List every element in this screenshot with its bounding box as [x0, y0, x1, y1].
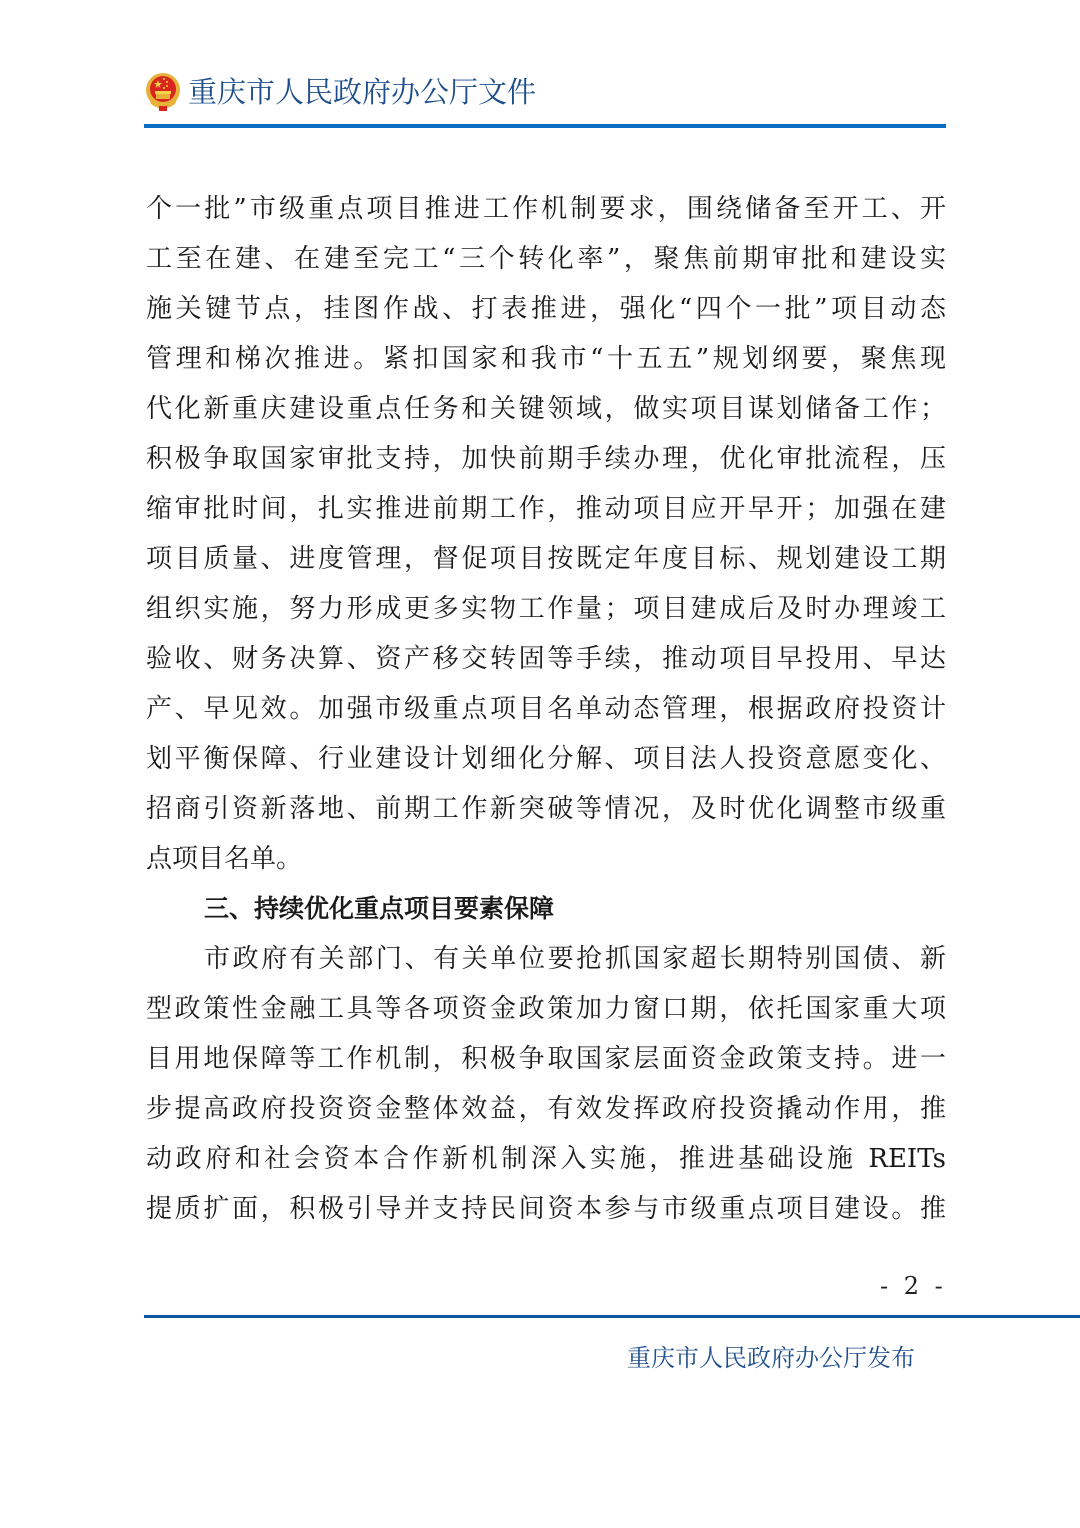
body-line: 施关键节点，挂图作战、打表推进，强化“四个一批”项目动态 — [146, 294, 946, 324]
header-divider — [144, 124, 946, 128]
section-paragraph-line: 型政策性金融工具等各项资金政策加力窗口期，依托国家重大项 — [146, 994, 946, 1024]
body-line: 招商引资新落地、前期工作新突破等情况，及时优化调整市级重 — [146, 794, 946, 824]
body-line: 个一批”市级重点项目推进工作机制要求，围绕储备至开工、开 — [146, 194, 946, 224]
page-number: - 2 - — [880, 1272, 947, 1300]
section-heading: 三、持续优化重点项目要素保障 — [204, 894, 555, 923]
section-paragraph-line: 目用地保障等工作机制，积极争取国家层面资金政策支持。进一 — [146, 1044, 946, 1074]
section-paragraph-line: 提质扩面，积极引导并支持民间资本参与市级重点项目建设。推 — [146, 1194, 946, 1224]
body-line: 代化新重庆建设重点任务和关键领域，做实项目谋划储备工作； — [146, 394, 946, 424]
body-line: 缩审批时间，扎实推进前期工作，推动项目应开早开；加强在建 — [146, 494, 946, 524]
body-line: 划平衡保障、行业建设计划细化分解、项目法人投资意愿变化、 — [146, 744, 946, 774]
body-line: 项目质量、进度管理，督促项目按既定年度目标、规划建设工期 — [146, 544, 946, 574]
body-line: 工至在建、在建至完工“三个转化率”，聚焦前期审批和建设实 — [146, 244, 946, 274]
section-paragraph-line: 步提高政府投资资金整体效益，有效发挥政府投资撬动作用，推 — [146, 1094, 946, 1124]
document-body — [146, 184, 946, 1234]
footer-publisher: 重庆市人民政府办公厅发布 — [627, 1344, 915, 1372]
body-line: 点项目名单。 — [146, 844, 303, 874]
body-line: 组织实施，努力形成更多实物工作量；项目建成后及时办理竣工 — [146, 594, 946, 624]
body-line: 积极争取国家审批支持，加快前期手续办理，优化审批流程，压 — [146, 444, 946, 474]
document-header — [144, 66, 536, 118]
body-line: 产、早见效。加强市级重点项目名单动态管理，根据政府投资计 — [146, 694, 946, 724]
body-line: 管理和梯次推进。紧扣国家和我市“十五五”规划纲要，聚焦现 — [146, 344, 946, 374]
section-paragraph-line: 动政府和社会资本合作新机制深入实施，推进基础设施 REITs — [146, 1144, 946, 1174]
body-line: 验收、财务决算、资产移交转固等手续，推动项目早投用、早达 — [146, 644, 946, 674]
section-paragraph-line: 市政府有关部门、有关单位要抢抓国家超长期特别国债、新 — [204, 944, 946, 974]
national-emblem-icon — [144, 71, 182, 113]
footer-divider — [144, 1315, 1080, 1318]
document-header-title: 重庆市人民政府办公厅文件 — [188, 75, 537, 109]
